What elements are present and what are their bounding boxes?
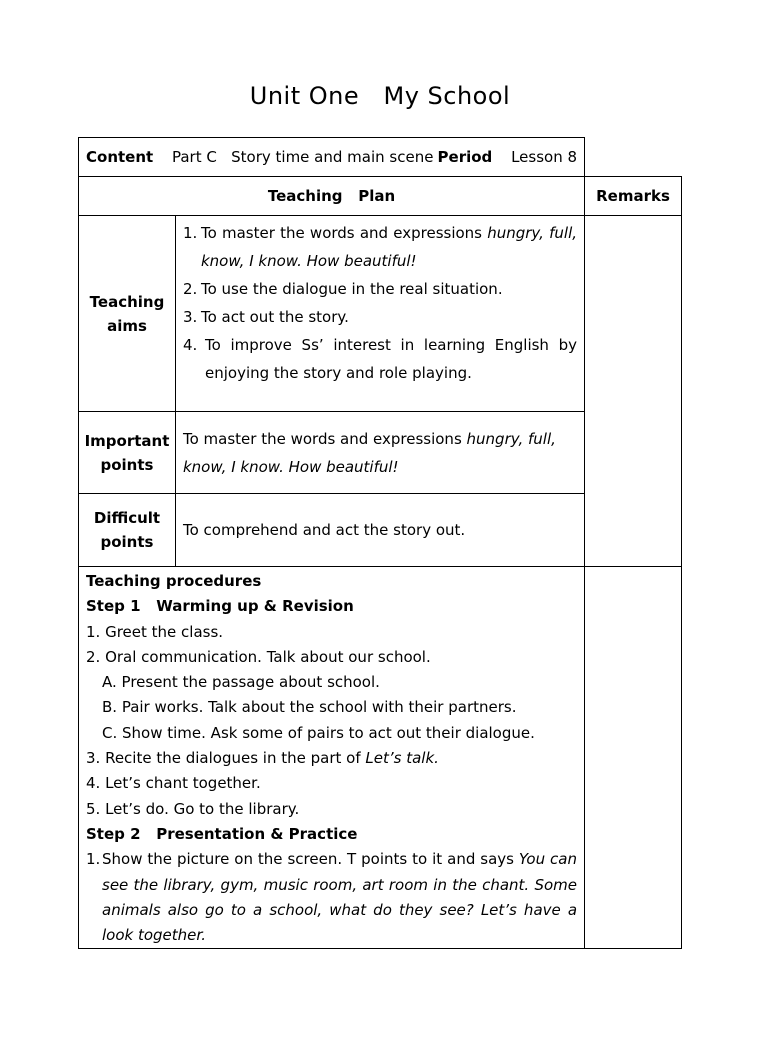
procedure-sub-item: A. Present the passage about school. (102, 673, 380, 692)
content-row (79, 138, 682, 177)
procedures-heading: Teaching procedures (86, 572, 262, 590)
aim-text: To act out the story. (200, 308, 349, 326)
difficult-points-label: Difficult points (79, 494, 176, 567)
aim-number: 2. (182, 280, 198, 298)
procedure-item-italic: You can see the library, gym, music room, art room in the chant. Some animals also go to a school, what do they see? Let’s have a look together. (102, 850, 578, 945)
period-value: Lesson 8 (511, 148, 578, 166)
procedure-sub-item: C. Show time. Ask some of pairs to act out their dialogue. (102, 723, 535, 742)
important-points-label: Important points (79, 412, 176, 494)
teaching-aims-row (79, 216, 682, 412)
aim-item (183, 219, 577, 275)
difficult-points-text: To comprehend and act the story out. (175, 494, 584, 567)
procedures-row (79, 567, 682, 949)
aim-item (183, 331, 577, 387)
aim-item (183, 275, 577, 303)
period-label: Period (437, 148, 493, 166)
important-points-italic: hungry, full, know, I know. How beautiful! (182, 429, 556, 476)
step-1-heading: Step 1 Warming up & Revision (86, 597, 354, 616)
procedure-item: 2. Oral communication. Talk about our school. (86, 647, 431, 666)
aim-text: To improve Ss’ interest in learning English by enjoying the story and role playing. (204, 336, 578, 382)
procedure-item (86, 847, 577, 948)
aim-text: To use the dialogue in the real situation. (200, 280, 503, 298)
important-points-text: To master the words and expressions (182, 429, 467, 448)
document-title: Unit One My School (249, 82, 511, 110)
aim-number: 4. (182, 336, 198, 354)
procedure-item-italic: Let’s talk. (365, 749, 439, 768)
procedure-item-text: 3. Recite the dialogues in the part of (86, 749, 366, 768)
procedure-item: 1. Greet the class. (86, 622, 224, 641)
procedures-remarks-cell (585, 567, 682, 949)
remarks-heading: Remarks (585, 177, 682, 216)
procedure-item (86, 746, 577, 771)
step-2-heading: Step 2 Presentation & Practice (86, 824, 358, 843)
aim-text: To master the words and expressions (200, 224, 488, 242)
aim-italic-text: hungry, full, know, I know. How beautiful! (200, 224, 578, 270)
content-label: Content (86, 148, 154, 166)
content-value: Part C Story time and main scene (171, 148, 434, 166)
teaching-plan-heading: Teaching Plan (79, 177, 585, 216)
procedure-item-number: 1. (86, 850, 101, 869)
lesson-plan-table (78, 137, 682, 949)
teaching-aims-label: Teaching aims (79, 216, 176, 412)
aim-number: 3. (182, 308, 198, 326)
aim-item (183, 303, 577, 331)
procedures-cell (79, 567, 585, 949)
procedure-item: 5. Let’s do. Go to the library. (86, 799, 300, 818)
content-cell (79, 138, 585, 177)
procedure-item-text: Show the picture on the screen. T points to it and says (102, 850, 519, 869)
period-group (438, 143, 577, 171)
procedure-sub-item: B. Pair works. Talk about the school with their partners. (102, 698, 517, 717)
remarks-column (585, 216, 682, 567)
teaching-aims-cell (175, 216, 584, 412)
aim-number: 1. (182, 224, 198, 242)
important-points-cell (175, 412, 584, 494)
plan-header-row (79, 177, 682, 216)
procedure-item: 4. Let’s chant together. (86, 774, 261, 793)
